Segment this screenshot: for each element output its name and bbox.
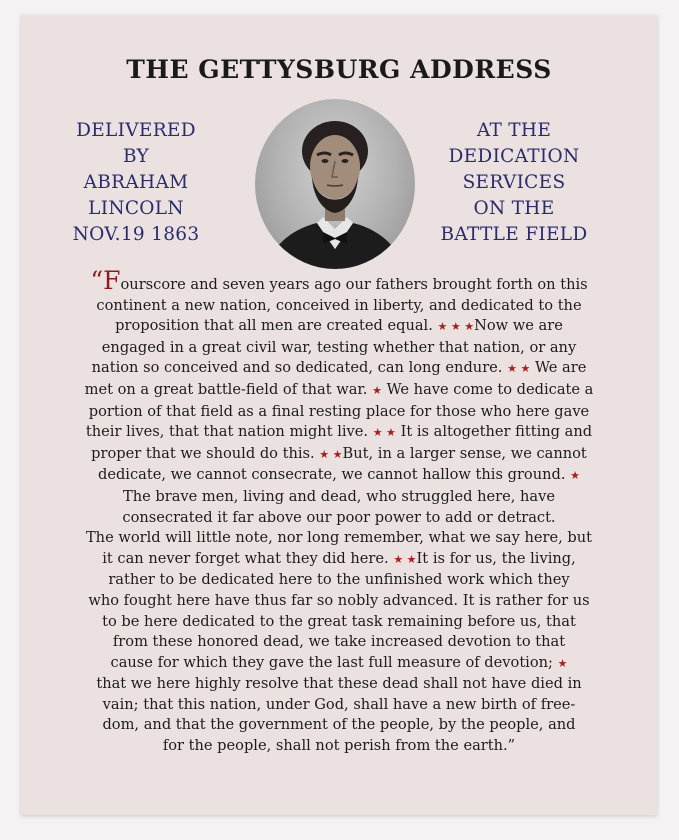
speech-text: continent a new nation, conceived in liberty, and dedicated to the [96, 296, 582, 314]
star-icon: ★ ★ [319, 447, 343, 461]
speech-line [41, 736, 637, 757]
speech-line [41, 674, 637, 695]
speech-line [41, 487, 637, 508]
portrait-image [255, 99, 415, 269]
speech-text: The world will little note, nor long remember, what we say here, but [85, 529, 593, 547]
speech-line [41, 528, 637, 549]
speech-text: rather to be dedicated here to the unfinished work which they [108, 571, 570, 589]
speech-line [41, 549, 637, 571]
speech-text: to be here dedicated to the great task remaining before us, that [102, 612, 576, 630]
left-line: LINCOLN [88, 198, 184, 219]
speech-line [41, 465, 637, 487]
right-line: AT THE [476, 120, 552, 141]
speech-text: engaged in a great civil war, testing whether that nation, or any [101, 338, 577, 356]
speech-text: proper that we should do this. [91, 444, 320, 462]
star-icon: ★ [570, 469, 581, 483]
speech-line [41, 316, 637, 338]
speech-line [41, 422, 637, 444]
left-line: ABRAHAM [83, 172, 189, 193]
right-line: SERVICES [462, 172, 566, 193]
speech-line [41, 338, 637, 359]
speech-text: who fought here have thus far so nobly advanced. It is rather for us [88, 591, 590, 609]
speech-line [41, 570, 637, 591]
speech-text: We have come to dedicate a [381, 380, 594, 398]
speech-line [41, 296, 637, 317]
left-line: DELIVERED [76, 120, 196, 141]
left-line: BY [122, 146, 150, 167]
speech-text: from these honored dead, we take increased devotion to that [112, 633, 566, 651]
speech-text: nation so conceived and so dedicated, can long endure. [91, 359, 508, 377]
speech-text: it can never forget what they did here. [102, 549, 394, 567]
speech-line [41, 632, 637, 653]
speech-line [41, 358, 637, 380]
speech-text: portion of that field as a final resting place for those who here gave [88, 402, 590, 420]
star-icon: ★ [372, 383, 382, 397]
star-icon: ★ ★ ★ [437, 320, 475, 334]
page-title: THE GETTYSBURG ADDRESS [126, 55, 552, 84]
open-quote-mark: “F [90, 266, 121, 295]
speech-text: The brave men, living and dead, who struggled here, have [122, 487, 556, 505]
speech-text: vain; that this nation, under God, shall have a new birth of free- [102, 695, 576, 713]
speech-text: for the people, shall not perish from the earth.” [162, 737, 516, 755]
speech-line [41, 444, 637, 466]
star-icon: ★ ★ [507, 362, 531, 376]
lincoln-portrait [255, 99, 415, 269]
speech-line [41, 695, 637, 716]
speech-text: It is for us, the living, [416, 549, 576, 567]
speech-line [41, 380, 637, 402]
speech-line [41, 612, 637, 633]
speech-line [41, 508, 637, 529]
speech-text: that we here highly resolve that these dead shall not have died in [96, 675, 582, 693]
speech-text: But, in a larger sense, we cannot [342, 444, 587, 462]
address-text [41, 266, 637, 757]
speech-line [41, 715, 637, 736]
speech-text: We are [530, 359, 587, 377]
speech-line [41, 653, 637, 675]
speech-line [41, 402, 637, 423]
star-icon: ★ ★ [393, 552, 417, 566]
speech-text: Now we are [474, 317, 563, 335]
right-line: BATTLE FIELD [440, 224, 588, 245]
speech-text: met on a great battle-field of that war. [84, 380, 373, 398]
speech-text: proposition that all men are created equal. [115, 317, 438, 335]
star-icon: ★ [557, 656, 568, 670]
speech-text: dom, and that the government of the people, by the people, and [102, 716, 576, 734]
poster [21, 15, 657, 815]
delivered-by-block [36, 118, 236, 248]
speech-text: dedicate, we cannot consecrate, we cannot hallow this ground. [97, 466, 571, 484]
speech-line [41, 591, 637, 612]
speech-text: their lives, that that nation might live. [85, 423, 373, 441]
star-icon: ★ ★ [372, 426, 396, 440]
left-line: NOV.19 1863 [72, 224, 200, 245]
speech-text: cause for which they gave the last full measure of devotion; [110, 653, 558, 671]
speech-text: consecrated it far above our poor power to add or detract. [122, 508, 556, 526]
dedication-block [414, 118, 614, 248]
right-line: DEDICATION [448, 146, 580, 167]
speech-text: It is altogether fitting and [395, 423, 593, 441]
speech-text: ourscore and seven years ago our fathers brought forth on this [120, 276, 588, 293]
right-line: ON THE [473, 198, 555, 219]
speech-line [41, 266, 637, 296]
